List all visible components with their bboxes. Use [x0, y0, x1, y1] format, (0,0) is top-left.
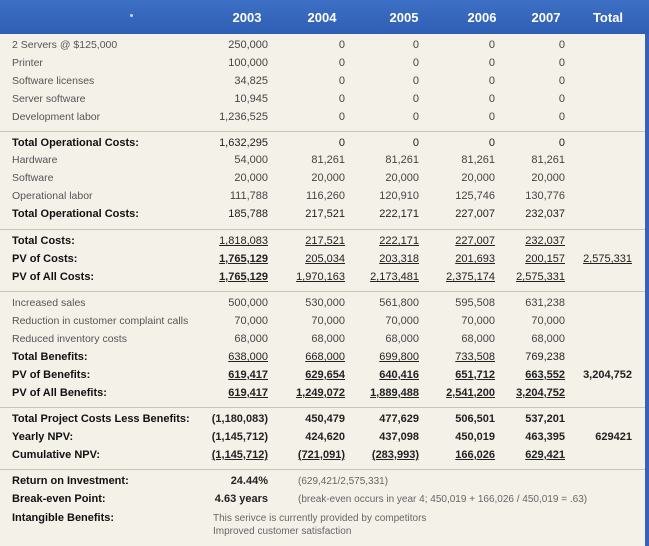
right-edge-bar [645, 34, 649, 546]
table-row [0, 333, 645, 349]
table-cell: 217,521 [305, 235, 345, 247]
table-cell: 68,000 [385, 333, 419, 345]
table-cell: 0 [338, 93, 345, 105]
table-cell: 2,541,200 [446, 387, 495, 399]
table-cell: 631,238 [525, 297, 565, 309]
table-cell: 130,776 [525, 190, 565, 202]
table-cell: 54,000 [234, 154, 268, 166]
table-cell: 222,171 [379, 235, 419, 247]
row-label: PV of All Costs: [12, 271, 95, 283]
table-cell: 166,026 [455, 449, 495, 461]
table-row [0, 315, 645, 331]
header-marker [130, 14, 133, 17]
table-cell: 227,007 [455, 235, 495, 247]
year-header-4: 2007 [531, 10, 561, 25]
table-cell: 2,173,481 [370, 271, 419, 283]
table-cell: 1,765,129 [219, 271, 268, 283]
table-row [0, 93, 645, 109]
table-row [0, 172, 645, 188]
table-cell: 1,236,525 [219, 111, 268, 123]
table-row [0, 387, 645, 403]
table-cell: 0 [558, 75, 565, 87]
table-row [0, 111, 645, 127]
row-label: Server software [12, 93, 86, 105]
year-header-3: 2006 [467, 10, 497, 25]
table-cell: 638,000 [228, 351, 268, 363]
row-label: Software licenses [12, 75, 95, 87]
table-cell: 0 [558, 111, 565, 123]
table-cell: 561,800 [379, 297, 419, 309]
table-cell: 24.44% [230, 475, 268, 487]
table-cell: 68,000 [461, 333, 495, 345]
table-cell: 81,261 [385, 154, 419, 166]
table-cell: 668,000 [305, 351, 345, 363]
table-cell: 3,204,752 [583, 369, 632, 381]
table-row [0, 369, 645, 385]
table-cell: 0 [412, 57, 419, 69]
row-label: 2 Servers @ $125,000 [12, 39, 118, 51]
year-header-2: 2005 [389, 10, 419, 25]
table-cell: 0 [412, 75, 419, 87]
table-cell: 205,034 [305, 253, 345, 265]
section-divider [0, 469, 645, 470]
table-cell: 0 [488, 111, 495, 123]
table-cell: 20,000 [311, 172, 345, 184]
table-cell: 0 [412, 137, 419, 149]
table-row [0, 351, 645, 367]
table-cell: 530,000 [305, 297, 345, 309]
year-header-0: 2003 [232, 10, 262, 25]
table-cell: 1,889,488 [370, 387, 419, 399]
table-cell: 629,421 [525, 449, 565, 461]
row-label: Total Operational Costs: [12, 208, 139, 220]
table-row [0, 75, 645, 91]
table-cell: 81,261 [531, 154, 565, 166]
table-cell: 81,261 [461, 154, 495, 166]
table-cell: 0 [488, 75, 495, 87]
table-cell: 232,037 [525, 235, 565, 247]
table-cell: (1,145,712) [211, 431, 268, 443]
table-cell: 70,000 [461, 315, 495, 327]
year-header-5: Total [592, 10, 624, 25]
table-cell: 0 [338, 39, 345, 51]
table-cell: 0 [558, 93, 565, 105]
table-cell: 424,620 [305, 431, 345, 443]
table-cell: 4.63 years [214, 493, 268, 505]
table-cell: 0 [338, 137, 345, 149]
table-cell: 10,945 [234, 93, 268, 105]
table-cell: 81,261 [311, 154, 345, 166]
table-cell: 0 [338, 75, 345, 87]
year-header-1: 2004 [307, 10, 337, 25]
row-label: Printer [12, 57, 43, 69]
table-cell: 0 [412, 93, 419, 105]
table-cell: 450,479 [305, 413, 345, 425]
table-cell: 116,260 [306, 190, 345, 202]
table-cell: 20,000 [531, 172, 565, 184]
row-label: Total Benefits: [12, 351, 88, 363]
table-cell: 733,508 [455, 351, 495, 363]
table-cell: 0 [338, 111, 345, 123]
table-cell: 500,000 [228, 297, 268, 309]
table-cell: 1,249,072 [296, 387, 345, 399]
row-label: Software [12, 172, 54, 184]
table-cell: 68,000 [311, 333, 345, 345]
row-label: Break-even Point: [12, 493, 106, 505]
breakeven-formula: (break-even occurs in year 4; 450,019 + 166,026 / 450,019 = .63) [298, 494, 588, 505]
table-cell: 640,416 [379, 369, 419, 381]
row-label: Hardware [12, 154, 58, 166]
table-cell: 20,000 [234, 172, 268, 184]
row-label: Total Operational Costs: [12, 137, 139, 149]
table-cell: 125,746 [455, 190, 495, 202]
table-row [0, 154, 645, 170]
table-cell: 2,375,174 [446, 271, 495, 283]
table-cell: 0 [558, 39, 565, 51]
table-row [0, 208, 645, 224]
row-label: Operational labor [12, 190, 93, 202]
table-cell: 70,000 [311, 315, 345, 327]
table-cell: (721,091) [297, 449, 345, 461]
row-label: Cumulative NPV: [12, 449, 101, 461]
section-divider [0, 229, 645, 230]
table-cell: 120,910 [379, 190, 419, 202]
table-cell: 1,818,083 [219, 235, 268, 247]
row-label: Yearly NPV: [12, 431, 74, 443]
table-row [0, 57, 645, 73]
row-label: Return on Investment: [12, 475, 129, 487]
intangible-benefit-2: Improved customer satisfaction [213, 526, 352, 537]
roi-formula: (629,421/2,575,331) [298, 476, 389, 487]
table-cell: 450,019 [455, 431, 495, 443]
table-cell: 250,000 [228, 39, 268, 51]
table-cell: 537,201 [525, 413, 565, 425]
table-cell: 0 [338, 57, 345, 69]
table-cell: 651,712 [455, 369, 495, 381]
table-cell: 0 [488, 39, 495, 51]
table-cell: 68,000 [531, 333, 565, 345]
table-cell: 0 [488, 57, 495, 69]
table-cell: 34,825 [234, 75, 268, 87]
table-cell: 463,395 [525, 431, 565, 443]
table-cell: 0 [558, 57, 565, 69]
table-cell: 20,000 [461, 172, 495, 184]
table-cell: 437,098 [379, 431, 419, 443]
table-cell: 629421 [595, 431, 632, 443]
row-label: Total Project Costs Less Benefits: [12, 413, 190, 425]
table-row [0, 431, 645, 447]
table-cell: 663,552 [525, 369, 565, 381]
table-cell: 185,788 [228, 208, 268, 220]
table-row [0, 253, 645, 269]
table-cell: 0 [488, 93, 495, 105]
table-row [0, 137, 645, 153]
table-cell: 100,000 [228, 57, 268, 69]
table-cell: 70,000 [234, 315, 268, 327]
row-label: PV of Benefits: [12, 369, 91, 381]
table-row [0, 190, 645, 206]
table-cell: 68,000 [234, 333, 268, 345]
table-cell: 619,417 [228, 369, 268, 381]
table-cell: 111,788 [229, 190, 268, 202]
table-cell: 0 [412, 39, 419, 51]
table-cell: 222,171 [379, 208, 419, 220]
table-cell: (283,993) [371, 449, 419, 461]
row-label: PV of Costs: [12, 253, 78, 265]
table-cell: 629,654 [305, 369, 345, 381]
table-cell: 1,970,163 [296, 271, 345, 283]
table-cell: 232,037 [525, 208, 565, 220]
row-label: Reduced inventory costs [12, 333, 127, 345]
table-row [0, 271, 645, 287]
table-cell: (1,145,712) [211, 449, 268, 461]
table-row [0, 449, 645, 465]
table-cell: 506,501 [455, 413, 495, 425]
table-cell: 70,000 [385, 315, 419, 327]
row-label: Development labor [12, 111, 101, 123]
table-row [0, 297, 645, 313]
table-cell: 2,575,331 [516, 271, 565, 283]
table-cell: 595,508 [455, 297, 495, 309]
table-cell: 0 [558, 137, 565, 149]
table-cell: (1,180,083) [211, 413, 268, 425]
table-cell: 0 [488, 137, 495, 149]
table-row [0, 39, 645, 55]
row-label: PV of All Benefits: [12, 387, 107, 399]
table-row [0, 413, 645, 429]
table-cell: 20,000 [385, 172, 419, 184]
table-cell: 477,629 [379, 413, 419, 425]
section-divider [0, 131, 645, 132]
table-cell: 0 [412, 111, 419, 123]
row-label: Increased sales [12, 297, 86, 309]
row-label: Reduction in customer complaint calls [12, 315, 189, 327]
table-cell: 2,575,331 [583, 253, 632, 265]
table-cell: 201,693 [455, 253, 495, 265]
table-cell: 3,204,752 [516, 387, 565, 399]
section-divider [0, 291, 645, 292]
table-cell: 769,238 [525, 351, 565, 363]
section-divider [0, 407, 645, 408]
row-label: Total Costs: [12, 235, 75, 247]
table-cell: 619,417 [228, 387, 268, 399]
table-cell: 1,632,295 [219, 137, 268, 149]
row-label: Intangible Benefits: [12, 512, 115, 524]
table-cell: 70,000 [531, 315, 565, 327]
table-cell: 217,521 [305, 208, 345, 220]
table-cell: 699,800 [379, 351, 419, 363]
intangible-benefit-1: This serivce is currently provided by competitors [213, 513, 427, 524]
table-row [0, 235, 645, 251]
table-cell: 203,318 [379, 253, 419, 265]
table-cell: 200,157 [525, 253, 565, 265]
table-cell: 1,765,129 [219, 253, 268, 265]
table-cell: 227,007 [455, 208, 495, 220]
